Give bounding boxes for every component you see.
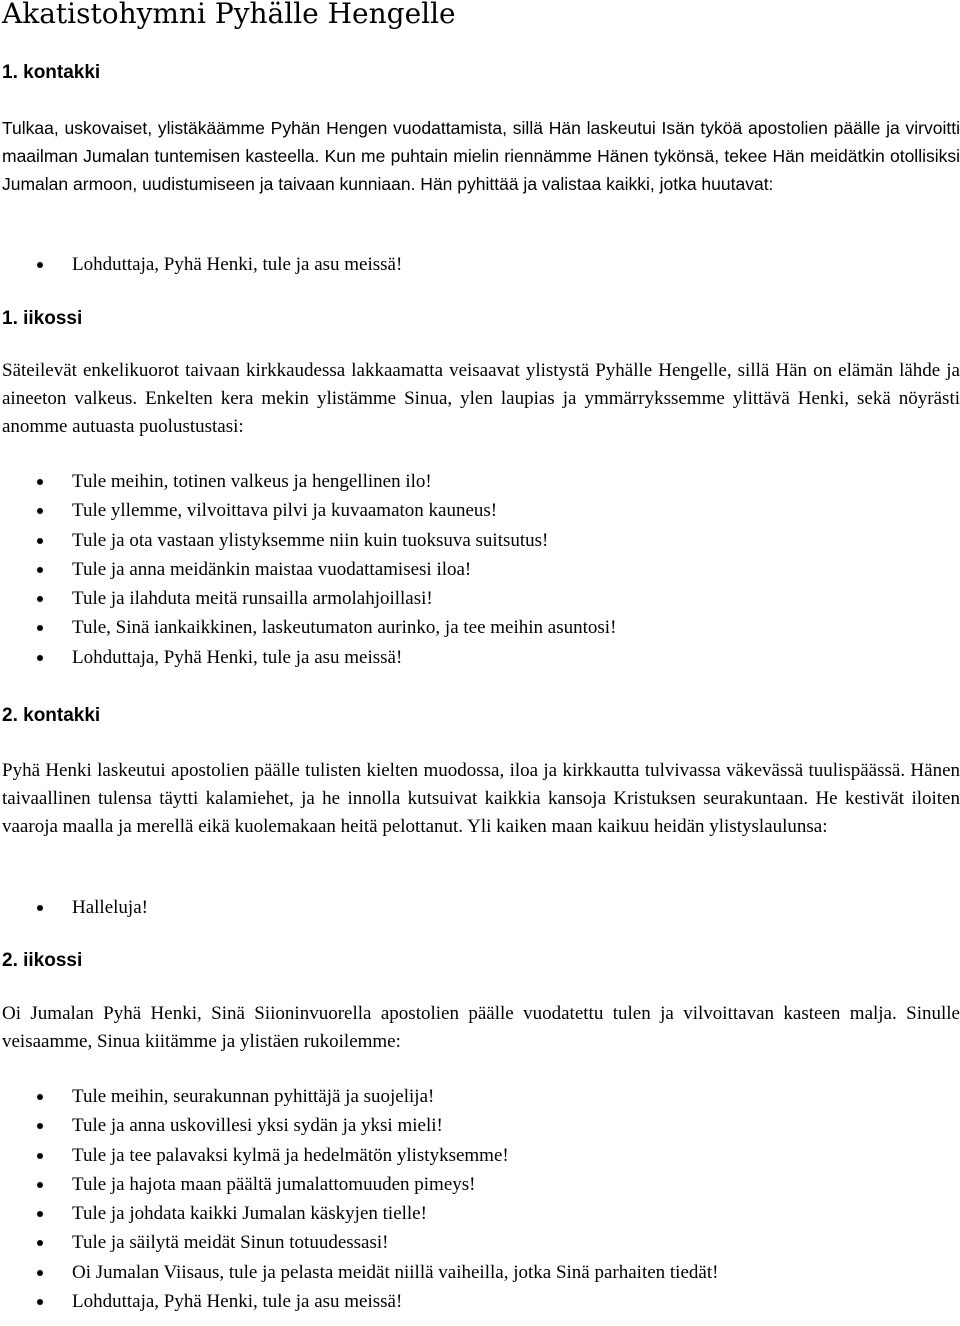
bullet-list-kontakki-2 xyxy=(0,893,148,922)
bullet-icon xyxy=(37,625,43,631)
bullet-icon xyxy=(37,655,43,661)
section-text-kontakki-1: Tulkaa, uskovaiset, ylistäkäämme Pyhän Hengen vuodattamista, sillä Hän laskeutui Isän tyköä apostolien päälle ja virvoitti maailman Jumalan tuntemisen kasteella. Kun me puhtain mielin riennämme Hänen tykönsä, tekee Hän meidätkin otollisiksi Jumalan armoon, uudistumiseen ja taivaan kunniaan. Hän pyhittää ja valistaa kaikki, jotka huutavat: xyxy=(2,118,960,194)
bullet-icon xyxy=(37,596,43,602)
list-item: Tule ja anna uskovillesi yksi sydän ja yksi mieli! xyxy=(0,1111,718,1140)
section-heading-iikossi-2: 2. iikossi xyxy=(2,950,83,971)
bullet-icon xyxy=(37,479,43,485)
list-item: Lohduttaja, Pyhä Henki, tule ja asu meissä! xyxy=(0,643,616,672)
section-heading-kontakki-2: 2. kontakki xyxy=(2,705,101,726)
bullet-icon xyxy=(37,262,43,268)
bullet-list-kontakki-1 xyxy=(0,250,402,279)
bullet-list-iikossi-1 xyxy=(0,467,616,672)
bullet-icon xyxy=(37,538,43,544)
list-item: Tule meihin, totinen valkeus ja hengellinen ilo! xyxy=(0,467,616,496)
bullet-icon xyxy=(37,1270,43,1276)
section-heading-kontakki-1: 1. kontakki xyxy=(2,62,101,83)
list-item: Tule, Sinä iankaikkinen, laskeutumaton aurinko, ja tee meihin asuntosi! xyxy=(0,613,616,642)
list-item: Lohduttaja, Pyhä Henki, tule ja asu meissä! xyxy=(0,1287,718,1316)
list-item: Oi Jumalan Viisaus, tule ja pelasta meidät niillä vaiheilla, jotka Sinä parhaiten tiedät! xyxy=(0,1258,718,1287)
section-text-kontakki-2: Pyhä Henki laskeutui apostolien päälle tulisten kielten muodossa, iloa ja kirkkautta tulvivassa väkevässä tuulispäässä. Hänen taivaallinen tulensa täytti kalamiehet, ja he innolla kutsuivat kaikkia kansoja Kristuksen seurakuntaan. He kestivät iloiten vaaroja maalla ja merellä eikä kuolemakaan heitä pelottanut. Yli kaiken maan kaikuu heidän ylistyslaulunsa: xyxy=(2,760,960,837)
bullet-icon xyxy=(37,1211,43,1217)
bullet-icon xyxy=(37,1123,43,1129)
list-item: Tule ja johdata kaikki Jumalan käskyjen tielle! xyxy=(0,1199,718,1228)
bullet-icon xyxy=(37,508,43,514)
bullet-icon xyxy=(37,905,43,911)
list-item: Tule ja tee palavaksi kylmä ja hedelmätön ylistyksemme! xyxy=(0,1141,718,1170)
list-item: Lohduttaja, Pyhä Henki, tule ja asu meissä! xyxy=(0,250,402,279)
section-text-iikossi-2: Oi Jumalan Pyhä Henki, Sinä Siioninvuorella apostolien päälle vuodatettu tulen ja vilvoittavan kasteen malja. Sinulle veisaamme, Sinua kiitämme ja ylistäen rukoilemme: xyxy=(2,1003,960,1052)
bullet-icon xyxy=(37,567,43,573)
list-item: Tule meihin, seurakunnan pyhittäjä ja suojelija! xyxy=(0,1082,718,1111)
list-item: Tule ja ilahduta meitä runsailla armolahjoillasi! xyxy=(0,584,616,613)
section-text-iikossi-1: Säteilevät enkelikuorot taivaan kirkkaudessa lakkaamatta veisaavat ylistystä Pyhälle Hengelle, sillä Hän on elämän lähde ja aineeton valkeus. Enkelten kera mekin ylistämme Sinua, ylen laupias ja ymmärrykssemme ylittävä Henki, sekä nöyrästi anomme autuasta puolustustasi: xyxy=(2,360,960,437)
bullet-icon xyxy=(37,1094,43,1100)
list-item: Halleluja! xyxy=(0,893,148,922)
list-item: Tule ja hajota maan päältä jumalattomuuden pimeys! xyxy=(0,1170,718,1199)
bullet-icon xyxy=(37,1240,43,1246)
bullet-icon xyxy=(37,1182,43,1188)
list-item: Tule ja ota vastaan ylistyksemme niin kuin tuoksuva suitsutus! xyxy=(0,526,616,555)
list-item: Tule ja anna meidänkin maistaa vuodattamisesi iloa! xyxy=(0,555,616,584)
list-item: Tule ja säilytä meidät Sinun totuudessasi! xyxy=(0,1228,718,1257)
bullet-list-iikossi-2 xyxy=(0,1082,718,1316)
section-heading-iikossi-1: 1. iikossi xyxy=(2,308,83,329)
list-item: Tule yllemme, vilvoittava pilvi ja kuvaamaton kauneus! xyxy=(0,496,616,525)
document-title: Akatistohymni Pyhälle Hengelle xyxy=(2,0,456,30)
bullet-icon xyxy=(37,1299,43,1305)
bullet-icon xyxy=(37,1153,43,1159)
